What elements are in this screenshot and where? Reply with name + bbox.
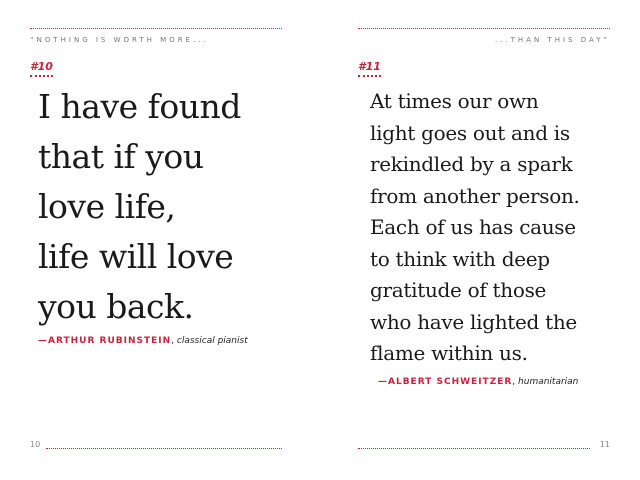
quote-number: #10 xyxy=(30,60,53,77)
quote-number: #11 xyxy=(358,60,381,77)
author-name: —ARTHUR RUBINSTEIN xyxy=(38,336,172,346)
author-role: humanitarian xyxy=(518,377,579,387)
running-head: “NOTHING IS WORTH MORE... xyxy=(30,36,209,44)
author-name: —ALBERT SCHWEITZER xyxy=(378,377,513,387)
quote-text: I have found that if you love life, life will love you back. xyxy=(38,87,241,326)
attribution xyxy=(378,369,578,388)
bottom-dotted-rule xyxy=(358,448,590,449)
bottom-dotted-rule xyxy=(46,448,282,449)
author-role: classical pianist xyxy=(176,336,248,346)
page-number: 11 xyxy=(599,440,610,449)
quote-text: At times our own light goes out and is rekindled by a spark from another person. Each of us has cause to think with deep gratitude of those who have lighted the flame within us. xyxy=(370,89,580,365)
attribution xyxy=(38,328,248,347)
right-page xyxy=(320,0,640,480)
page-number: 10 xyxy=(30,440,41,449)
top-dotted-rule xyxy=(30,28,282,29)
running-head: ...THAN THIS DAY” xyxy=(494,36,610,44)
attribution-separator: , xyxy=(171,336,177,346)
attribution-separator: , xyxy=(512,377,519,387)
top-dotted-rule xyxy=(358,28,610,29)
